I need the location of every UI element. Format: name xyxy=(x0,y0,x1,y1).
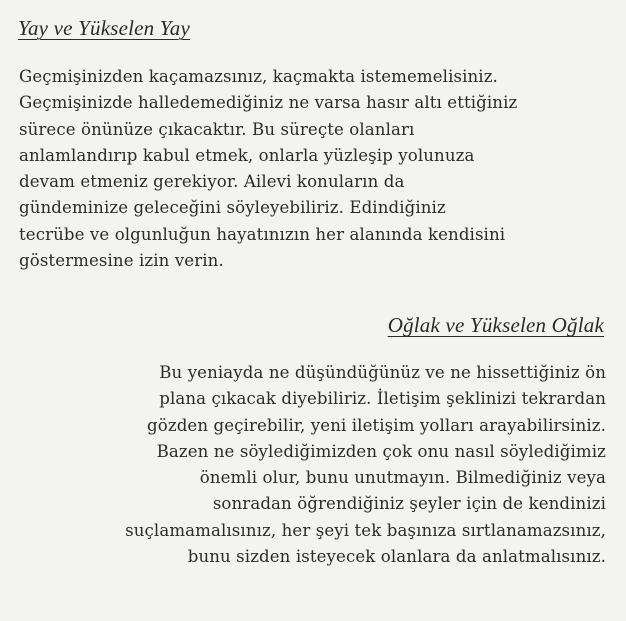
text-line: gözden geçirebilir, yeni iletişim yolları arayabilirsiniz. xyxy=(147,415,606,435)
text-line: Geçmişinizde halledemediğiniz ne varsa hasır altı ettiğiniz xyxy=(19,93,518,113)
text-line: Bazen ne söylediğimizden çok onu nasıl söylediğimiz xyxy=(156,441,606,461)
text-line: plana çıkacak diyebiliriz. İletişim şeklinizi tekrardan xyxy=(159,389,606,409)
text-line: anlamlandırıp kabul etmek, onlarla yüzleşip yolunuza xyxy=(19,145,475,165)
text-line: Geçmişinizden kaçamazsınız, kaçmakta istememelisiniz. xyxy=(19,67,498,86)
section-heading-sagittarius: Yay ve Yükselen Yay xyxy=(18,16,190,40)
text-line: sürece önünüze çıkacaktır. Bu süreçte olanları xyxy=(19,119,415,139)
text-line: Bu yeniayda ne düşündüğünüz ve ne hissettiğiniz ön xyxy=(159,363,606,382)
text-line: gündeminize geleceğini söyleyebiliriz. Edindiğiniz xyxy=(19,198,446,218)
text-line: önemli olur, bunu unutmayın. Bilmediğiniz veya xyxy=(199,468,606,488)
text-line: bunu sizden isteyecek olanlara da anlatmalısınız. xyxy=(187,547,606,567)
text-line: tecrübe ve olgunluğun hayatınızın her alanında kendisini xyxy=(19,224,506,244)
text-line: göstermesine izin verin. xyxy=(19,251,224,271)
text-line: suçlamamalısınız, her şeyi tek başınıza sırtlanamazsınız, xyxy=(125,520,606,540)
paragraph-sagittarius xyxy=(19,64,517,274)
text-line: devam etmeniz gerekiyor. Ailevi konuların da xyxy=(19,172,405,192)
text-line: sonradan öğrendiğiniz şeyler için de kendinizi xyxy=(212,494,606,514)
paragraph-capricorn xyxy=(125,360,606,570)
section-heading-capricorn: Oğlak ve Yükselen Oğlak xyxy=(387,313,604,337)
